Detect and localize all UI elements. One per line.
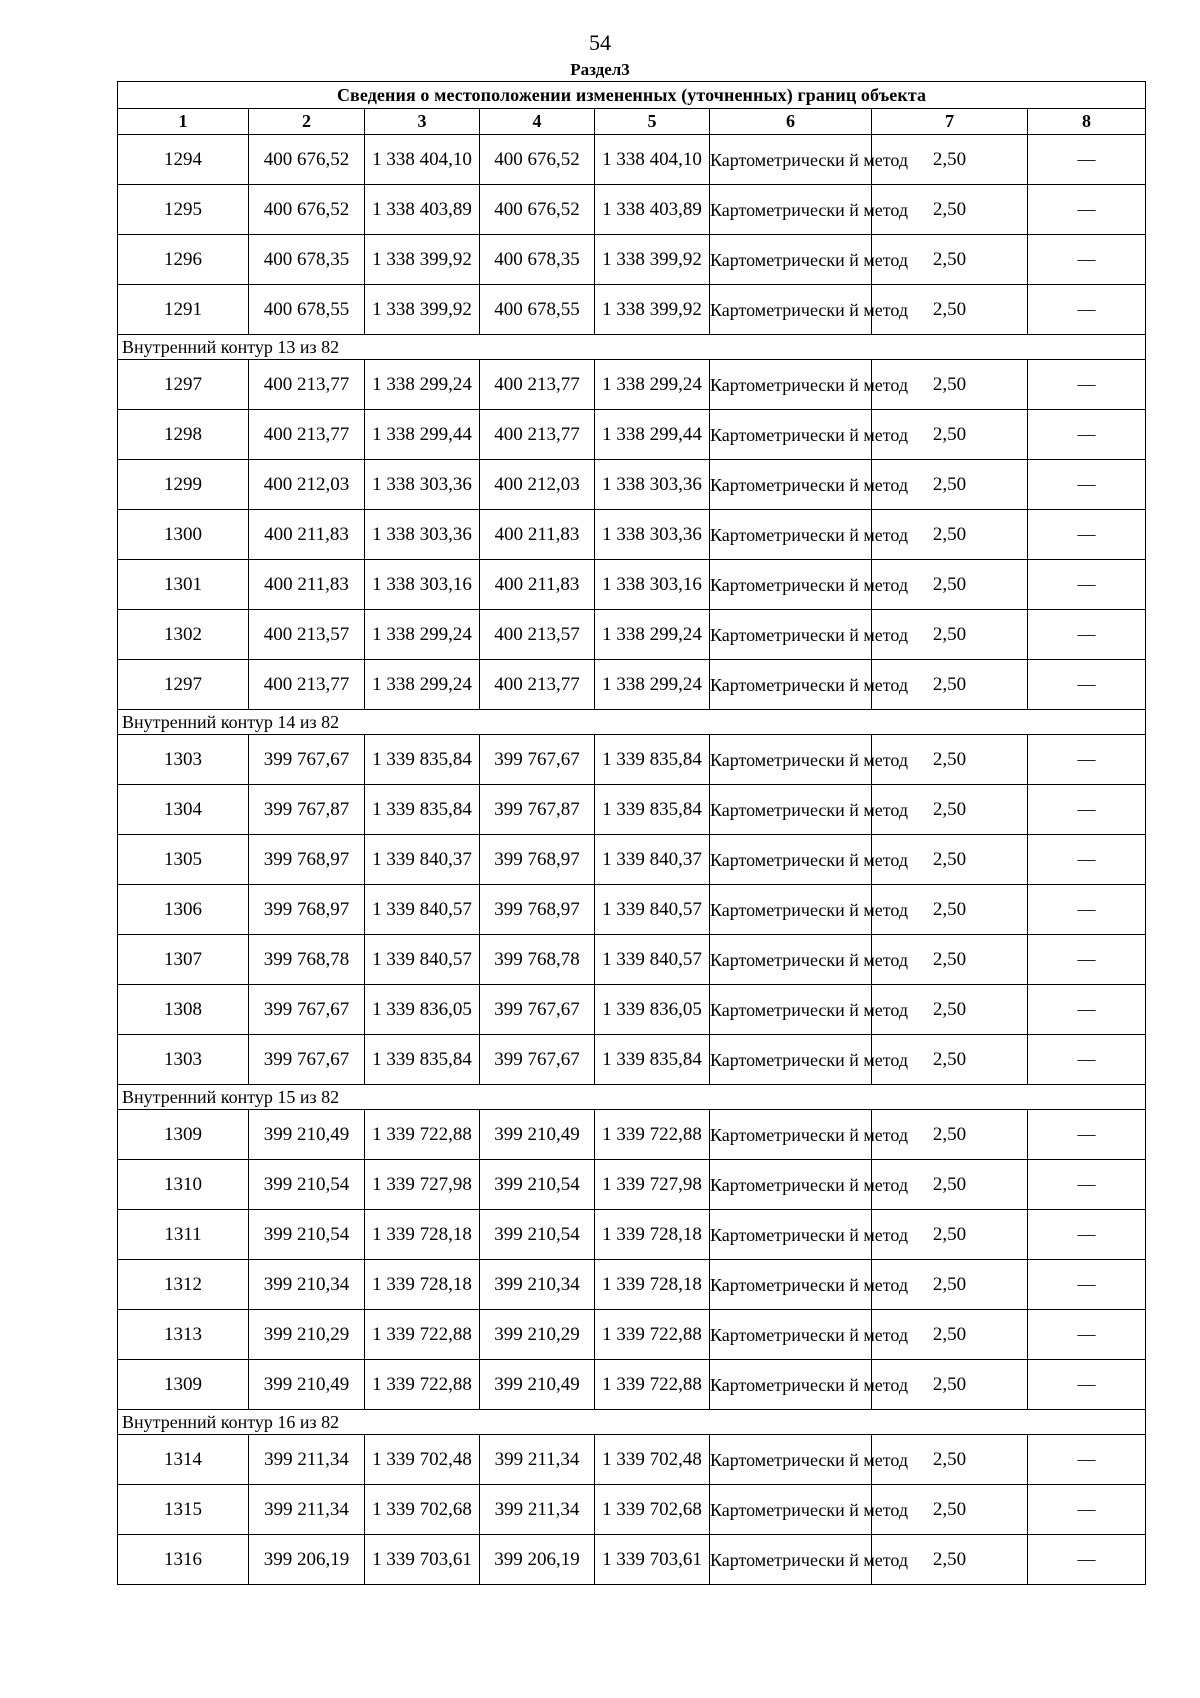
x-old-cell: 399 767,67 [249, 1035, 365, 1085]
y-new-cell: 1 339 840,57 [595, 885, 710, 935]
x-new-cell: 399 767,67 [480, 735, 595, 785]
point-number-cell: 1294 [118, 135, 249, 185]
x-new-cell: 400 676,52 [480, 135, 595, 185]
method-cell: Картометрически й метод [710, 1435, 872, 1485]
description-cell: — [1028, 885, 1146, 935]
point-number-cell: 1298 [118, 410, 249, 460]
y-old-cell: 1 339 728,18 [365, 1210, 480, 1260]
accuracy-cell: 2,50 [872, 1210, 1028, 1260]
contour-header-row [118, 1410, 1146, 1435]
y-new-cell: 1 339 702,68 [595, 1485, 710, 1535]
x-new-cell: 400 213,77 [480, 360, 595, 410]
y-new-cell: 1 339 840,37 [595, 835, 710, 885]
y-old-cell: 1 338 399,92 [365, 285, 480, 335]
table-row [118, 1260, 1146, 1310]
description-cell: — [1028, 285, 1146, 335]
y-old-cell: 1 338 399,92 [365, 235, 480, 285]
y-new-cell: 1 339 722,88 [595, 1360, 710, 1410]
point-number-cell: 1297 [118, 360, 249, 410]
table-row [118, 1535, 1146, 1585]
y-new-cell: 1 339 728,18 [595, 1210, 710, 1260]
accuracy-cell: 2,50 [872, 135, 1028, 185]
table-row [118, 735, 1146, 785]
description-cell: — [1028, 1110, 1146, 1160]
accuracy-cell: 2,50 [872, 1310, 1028, 1360]
description-cell: — [1028, 560, 1146, 610]
table-row [118, 1360, 1146, 1410]
y-old-cell: 1 339 836,05 [365, 985, 480, 1035]
description-cell: — [1028, 660, 1146, 710]
description-cell: — [1028, 1310, 1146, 1360]
x-new-cell: 400 676,52 [480, 185, 595, 235]
method-cell: Картометрически й метод [710, 560, 872, 610]
column-number: 5 [595, 109, 710, 135]
table-caption: Сведения о местоположении измененных (уточненных) границ объекта [118, 82, 1146, 109]
x-new-cell: 399 768,97 [480, 885, 595, 935]
method-cell: Картометрически й метод [710, 1360, 872, 1410]
y-new-cell: 1 339 835,84 [595, 1035, 710, 1085]
column-number: 3 [365, 109, 480, 135]
y-old-cell: 1 339 835,84 [365, 785, 480, 835]
x-old-cell: 399 206,19 [249, 1535, 365, 1585]
accuracy-cell: 2,50 [872, 935, 1028, 985]
x-old-cell: 399 768,97 [249, 885, 365, 935]
table-row [118, 1035, 1146, 1085]
method-cell: Картометрически й метод [710, 610, 872, 660]
contour-label: Внутренний контур 15 из 82 [118, 1085, 1146, 1110]
method-cell: Картометрически й метод [710, 360, 872, 410]
y-new-cell: 1 338 399,92 [595, 285, 710, 335]
description-cell: — [1028, 360, 1146, 410]
accuracy-cell: 2,50 [872, 1485, 1028, 1535]
point-number-cell: 1301 [118, 560, 249, 610]
method-cell: Картометрически й метод [710, 510, 872, 560]
accuracy-cell: 2,50 [872, 785, 1028, 835]
y-new-cell: 1 339 702,48 [595, 1435, 710, 1485]
point-number-cell: 1315 [118, 1485, 249, 1535]
y-new-cell: 1 338 303,36 [595, 460, 710, 510]
description-cell: — [1028, 510, 1146, 560]
accuracy-cell: 2,50 [872, 560, 1028, 610]
x-new-cell: 399 768,78 [480, 935, 595, 985]
accuracy-cell: 2,50 [872, 835, 1028, 885]
x-old-cell: 400 212,03 [249, 460, 365, 510]
x-new-cell: 399 210,54 [480, 1160, 595, 1210]
accuracy-cell: 2,50 [872, 1435, 1028, 1485]
y-old-cell: 1 339 722,88 [365, 1310, 480, 1360]
x-old-cell: 400 676,52 [249, 185, 365, 235]
y-old-cell: 1 339 728,18 [365, 1260, 480, 1310]
accuracy-cell: 2,50 [872, 1260, 1028, 1310]
x-old-cell: 400 676,52 [249, 135, 365, 185]
y-new-cell: 1 338 404,10 [595, 135, 710, 185]
method-cell: Картометрически й метод [710, 985, 872, 1035]
x-old-cell: 400 211,83 [249, 510, 365, 560]
column-number: 4 [480, 109, 595, 135]
y-old-cell: 1 339 840,57 [365, 885, 480, 935]
method-cell: Картометрически й метод [710, 1210, 872, 1260]
x-old-cell: 400 211,83 [249, 560, 365, 610]
table-row [118, 185, 1146, 235]
table-row [118, 1210, 1146, 1260]
x-old-cell: 399 768,78 [249, 935, 365, 985]
table-row [118, 1435, 1146, 1485]
x-old-cell: 400 678,55 [249, 285, 365, 335]
y-old-cell: 1 339 840,37 [365, 835, 480, 885]
description-cell: — [1028, 1435, 1146, 1485]
x-new-cell: 399 211,34 [480, 1485, 595, 1535]
method-cell: Картометрически й метод [710, 785, 872, 835]
table-row [118, 1310, 1146, 1360]
y-old-cell: 1 338 299,24 [365, 610, 480, 660]
table-row [118, 460, 1146, 510]
x-old-cell: 399 210,54 [249, 1210, 365, 1260]
description-cell: — [1028, 235, 1146, 285]
y-new-cell: 1 338 399,92 [595, 235, 710, 285]
y-old-cell: 1 339 722,88 [365, 1360, 480, 1410]
accuracy-cell: 2,50 [872, 885, 1028, 935]
description-cell: — [1028, 785, 1146, 835]
column-number: 6 [710, 109, 872, 135]
point-number-cell: 1312 [118, 1260, 249, 1310]
method-cell: Картометрически й метод [710, 1485, 872, 1535]
method-cell: Картометрически й метод [710, 835, 872, 885]
y-old-cell: 1 338 299,44 [365, 410, 480, 460]
table-row [118, 985, 1146, 1035]
table-row [118, 135, 1146, 185]
method-cell: Картометрически й метод [710, 1260, 872, 1310]
x-new-cell: 400 678,35 [480, 235, 595, 285]
x-old-cell: 399 768,97 [249, 835, 365, 885]
method-cell: Картометрически й метод [710, 185, 872, 235]
y-old-cell: 1 339 703,61 [365, 1535, 480, 1585]
column-number: 8 [1028, 109, 1146, 135]
point-number-cell: 1296 [118, 235, 249, 285]
point-number-cell: 1300 [118, 510, 249, 560]
y-new-cell: 1 338 403,89 [595, 185, 710, 235]
y-new-cell: 1 339 835,84 [595, 735, 710, 785]
y-old-cell: 1 338 303,16 [365, 560, 480, 610]
accuracy-cell: 2,50 [872, 660, 1028, 710]
description-cell: — [1028, 985, 1146, 1035]
description-cell: — [1028, 1210, 1146, 1260]
table-row [118, 560, 1146, 610]
y-new-cell: 1 339 840,57 [595, 935, 710, 985]
method-cell: Картометрически й метод [710, 1110, 872, 1160]
x-old-cell: 399 210,49 [249, 1360, 365, 1410]
method-cell: Картометрически й метод [710, 1535, 872, 1585]
y-old-cell: 1 339 835,84 [365, 735, 480, 785]
y-old-cell: 1 338 303,36 [365, 460, 480, 510]
x-new-cell: 400 213,77 [480, 660, 595, 710]
method-cell: Картометрически й метод [710, 935, 872, 985]
table-caption-row [118, 82, 1146, 109]
method-cell: Картометрически й метод [710, 735, 872, 785]
boundary-coordinates-table [117, 81, 1146, 1585]
table-row [118, 510, 1146, 560]
point-number-cell: 1291 [118, 285, 249, 335]
y-old-cell: 1 338 299,24 [365, 360, 480, 410]
x-new-cell: 399 767,67 [480, 985, 595, 1035]
y-old-cell: 1 339 727,98 [365, 1160, 480, 1210]
accuracy-cell: 2,50 [872, 1535, 1028, 1585]
table-row [118, 1110, 1146, 1160]
y-new-cell: 1 339 835,84 [595, 785, 710, 835]
column-number: 1 [118, 109, 249, 135]
point-number-cell: 1310 [118, 1160, 249, 1210]
contour-header-row [118, 710, 1146, 735]
table-row [118, 935, 1146, 985]
accuracy-cell: 2,50 [872, 285, 1028, 335]
point-number-cell: 1314 [118, 1435, 249, 1485]
table-row [118, 1160, 1146, 1210]
table-row [118, 285, 1146, 335]
y-new-cell: 1 339 722,88 [595, 1310, 710, 1360]
section-title: Раздел3 [570, 60, 630, 79]
y-old-cell: 1 339 722,88 [365, 1110, 480, 1160]
x-old-cell: 400 213,57 [249, 610, 365, 660]
y-new-cell: 1 339 722,88 [595, 1110, 710, 1160]
contour-header-row [118, 1085, 1146, 1110]
accuracy-cell: 2,50 [872, 510, 1028, 560]
description-cell: — [1028, 1485, 1146, 1535]
x-old-cell: 400 678,35 [249, 235, 365, 285]
point-number-cell: 1295 [118, 185, 249, 235]
description-cell: — [1028, 835, 1146, 885]
point-number-cell: 1304 [118, 785, 249, 835]
point-number-cell: 1303 [118, 735, 249, 785]
x-new-cell: 399 210,34 [480, 1260, 595, 1310]
accuracy-cell: 2,50 [872, 1160, 1028, 1210]
x-old-cell: 399 767,67 [249, 985, 365, 1035]
contour-label: Внутренний контур 16 из 82 [118, 1410, 1146, 1435]
x-new-cell: 399 206,19 [480, 1535, 595, 1585]
table-row [118, 410, 1146, 460]
accuracy-cell: 2,50 [872, 460, 1028, 510]
description-cell: — [1028, 610, 1146, 660]
table-row [118, 235, 1146, 285]
accuracy-cell: 2,50 [872, 1360, 1028, 1410]
method-cell: Картометрически й метод [710, 135, 872, 185]
x-new-cell: 399 211,34 [480, 1435, 595, 1485]
accuracy-cell: 2,50 [872, 610, 1028, 660]
x-old-cell: 400 213,77 [249, 360, 365, 410]
accuracy-cell: 2,50 [872, 360, 1028, 410]
description-cell: — [1028, 135, 1146, 185]
x-old-cell: 399 211,34 [249, 1485, 365, 1535]
y-old-cell: 1 338 303,36 [365, 510, 480, 560]
x-old-cell: 399 767,87 [249, 785, 365, 835]
table-row [118, 785, 1146, 835]
x-new-cell: 399 767,87 [480, 785, 595, 835]
contour-label: Внутренний контур 13 из 82 [118, 335, 1146, 360]
y-new-cell: 1 339 728,18 [595, 1260, 710, 1310]
x-old-cell: 399 210,29 [249, 1310, 365, 1360]
method-cell: Картометрически й метод [710, 1310, 872, 1360]
accuracy-cell: 2,50 [872, 185, 1028, 235]
x-new-cell: 399 768,97 [480, 835, 595, 885]
method-cell: Картометрически й метод [710, 460, 872, 510]
contour-label: Внутренний контур 14 из 82 [118, 710, 1146, 735]
column-number-row [118, 109, 1146, 135]
point-number-cell: 1311 [118, 1210, 249, 1260]
x-new-cell: 400 212,03 [480, 460, 595, 510]
x-new-cell: 399 767,67 [480, 1035, 595, 1085]
table-row [118, 1485, 1146, 1535]
x-old-cell: 400 213,77 [249, 660, 365, 710]
point-number-cell: 1306 [118, 885, 249, 935]
table-row [118, 660, 1146, 710]
description-cell: — [1028, 185, 1146, 235]
point-number-cell: 1309 [118, 1110, 249, 1160]
description-cell: — [1028, 1035, 1146, 1085]
table-row [118, 885, 1146, 935]
x-new-cell: 399 210,49 [480, 1110, 595, 1160]
accuracy-cell: 2,50 [872, 735, 1028, 785]
point-number-cell: 1307 [118, 935, 249, 985]
y-old-cell: 1 339 840,57 [365, 935, 480, 985]
point-number-cell: 1305 [118, 835, 249, 885]
point-number-cell: 1308 [118, 985, 249, 1035]
x-new-cell: 400 213,77 [480, 410, 595, 460]
description-cell: — [1028, 1535, 1146, 1585]
y-old-cell: 1 338 403,89 [365, 185, 480, 235]
column-number: 2 [249, 109, 365, 135]
y-new-cell: 1 338 299,44 [595, 410, 710, 460]
description-cell: — [1028, 1160, 1146, 1210]
y-new-cell: 1 338 299,24 [595, 660, 710, 710]
x-new-cell: 400 678,55 [480, 285, 595, 335]
description-cell: — [1028, 460, 1146, 510]
x-old-cell: 399 211,34 [249, 1435, 365, 1485]
y-new-cell: 1 338 303,36 [595, 510, 710, 560]
point-number-cell: 1309 [118, 1360, 249, 1410]
description-cell: — [1028, 735, 1146, 785]
accuracy-cell: 2,50 [872, 1035, 1028, 1085]
table-body [118, 135, 1146, 1585]
point-number-cell: 1313 [118, 1310, 249, 1360]
x-new-cell: 400 213,57 [480, 610, 595, 660]
description-cell: — [1028, 1360, 1146, 1410]
accuracy-cell: 2,50 [872, 235, 1028, 285]
y-old-cell: 1 339 702,48 [365, 1435, 480, 1485]
y-old-cell: 1 339 702,68 [365, 1485, 480, 1535]
accuracy-cell: 2,50 [872, 410, 1028, 460]
column-number: 7 [872, 109, 1028, 135]
accuracy-cell: 2,50 [872, 985, 1028, 1035]
y-new-cell: 1 339 836,05 [595, 985, 710, 1035]
x-new-cell: 399 210,29 [480, 1310, 595, 1360]
method-cell: Картометрически й метод [710, 285, 872, 335]
table-row [118, 610, 1146, 660]
table-row [118, 835, 1146, 885]
point-number-cell: 1297 [118, 660, 249, 710]
y-old-cell: 1 339 835,84 [365, 1035, 480, 1085]
x-new-cell: 399 210,54 [480, 1210, 595, 1260]
method-cell: Картометрически й метод [710, 1035, 872, 1085]
x-old-cell: 399 210,54 [249, 1160, 365, 1210]
y-new-cell: 1 339 727,98 [595, 1160, 710, 1210]
x-new-cell: 400 211,83 [480, 560, 595, 610]
method-cell: Картометрически й метод [710, 235, 872, 285]
x-new-cell: 399 210,49 [480, 1360, 595, 1410]
x-new-cell: 400 211,83 [480, 510, 595, 560]
point-number-cell: 1303 [118, 1035, 249, 1085]
point-number-cell: 1302 [118, 610, 249, 660]
method-cell: Картометрически й метод [710, 1160, 872, 1210]
x-old-cell: 399 210,49 [249, 1110, 365, 1160]
y-old-cell: 1 338 404,10 [365, 135, 480, 185]
x-old-cell: 399 767,67 [249, 735, 365, 785]
page-number: 54 [589, 30, 611, 55]
y-new-cell: 1 338 303,16 [595, 560, 710, 610]
method-cell: Картометрически й метод [710, 660, 872, 710]
y-old-cell: 1 338 299,24 [365, 660, 480, 710]
point-number-cell: 1299 [118, 460, 249, 510]
table-row [118, 360, 1146, 410]
accuracy-cell: 2,50 [872, 1110, 1028, 1160]
x-old-cell: 399 210,34 [249, 1260, 365, 1310]
contour-header-row [118, 335, 1146, 360]
method-cell: Картометрически й метод [710, 410, 872, 460]
y-new-cell: 1 338 299,24 [595, 610, 710, 660]
point-number-cell: 1316 [118, 1535, 249, 1585]
x-old-cell: 400 213,77 [249, 410, 365, 460]
method-cell: Картометрически й метод [710, 885, 872, 935]
y-new-cell: 1 339 703,61 [595, 1535, 710, 1585]
description-cell: — [1028, 1260, 1146, 1310]
y-new-cell: 1 338 299,24 [595, 360, 710, 410]
description-cell: — [1028, 935, 1146, 985]
description-cell: — [1028, 410, 1146, 460]
